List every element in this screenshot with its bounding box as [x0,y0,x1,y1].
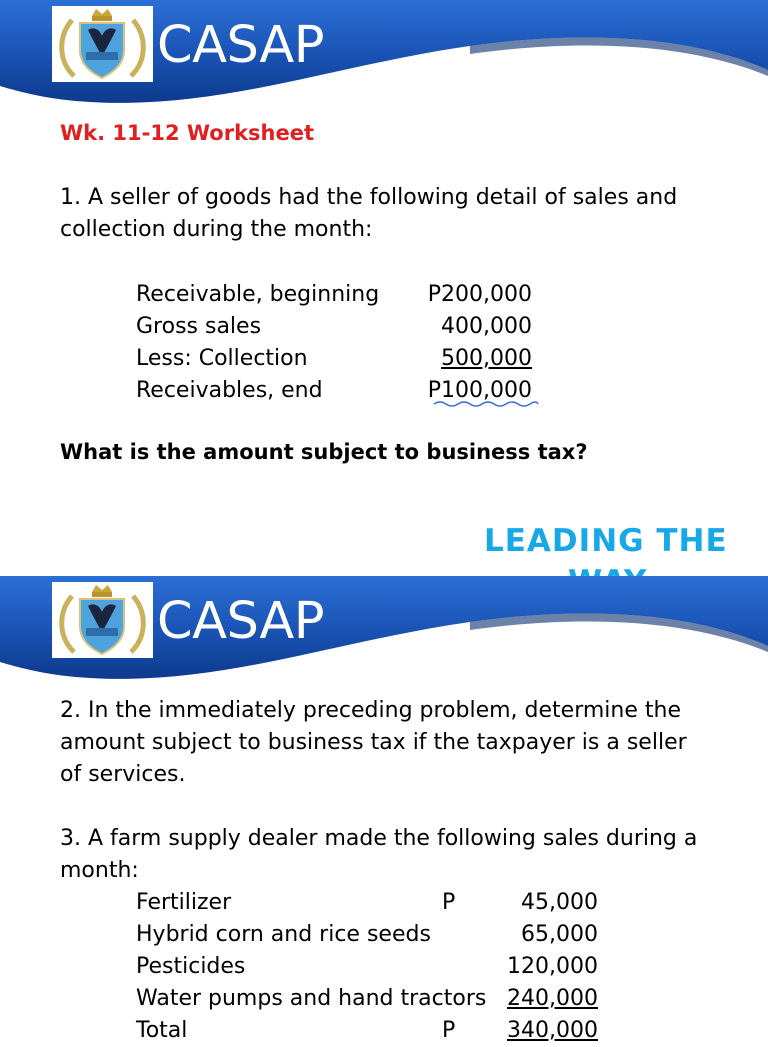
problem-2-text: 2. In the immediately preceding problem, determine the amount subject to business tax if the taxpayer is a seller of services. [60,698,687,787]
brand-name: CASAP [157,592,324,651]
problem-3-intro: 3. A farm supply dealer made the following sales during a month: [60,826,698,883]
row-label: Less: Collection [136,346,308,371]
row-amount: 120,000 [507,954,598,979]
spellcheck-underline [434,400,538,408]
table-row [136,919,598,951]
slide-header [0,0,768,130]
casap-crest-logo [52,6,153,82]
row-label: Total [136,1018,188,1043]
row-amount: P100,000 [427,378,532,403]
row-currency: P [442,1018,456,1043]
table-row [136,887,598,919]
row-amount: 45,000 [521,890,598,915]
problem-1-intro: 1. A seller of goods had the following detail of sales and collection during the month: [60,185,678,242]
table-row [136,279,532,311]
row-label: Water pumps and hand tractors [136,986,487,1011]
row-label: Pesticides [136,954,246,979]
table-row [136,951,598,983]
table-row [136,983,598,1015]
brand-name: CASAP [157,16,324,75]
row-amount: 340,000 [507,1018,598,1043]
casap-crest-logo [52,582,153,658]
row-amount: 240,000 [507,986,598,1011]
row-label: Receivable, beginning [136,282,380,307]
row-amount: 500,000 [441,346,532,371]
tagline-line-1: LEADING THE [484,523,728,559]
row-amount: P200,000 [427,282,532,307]
table-row-total [136,1015,598,1047]
slide-2 [0,576,768,1043]
farm-sales-table [136,887,598,1047]
worksheet-title: Wk. 11-12 Worksheet [60,121,315,145]
row-label: Fertilizer [136,890,232,915]
row-label: Receivables, end [136,378,323,403]
row-label: Hybrid corn and rice seeds [136,922,431,947]
receivables-table [136,279,532,407]
row-label: Gross sales [136,314,262,339]
table-row [136,343,532,375]
question-text: What is the amount subject to business tax? [60,440,588,464]
row-amount: 65,000 [521,922,598,947]
row-currency: P [442,890,456,915]
row-amount: 400,000 [441,314,532,339]
table-row [136,311,532,343]
slide-header [0,576,768,706]
